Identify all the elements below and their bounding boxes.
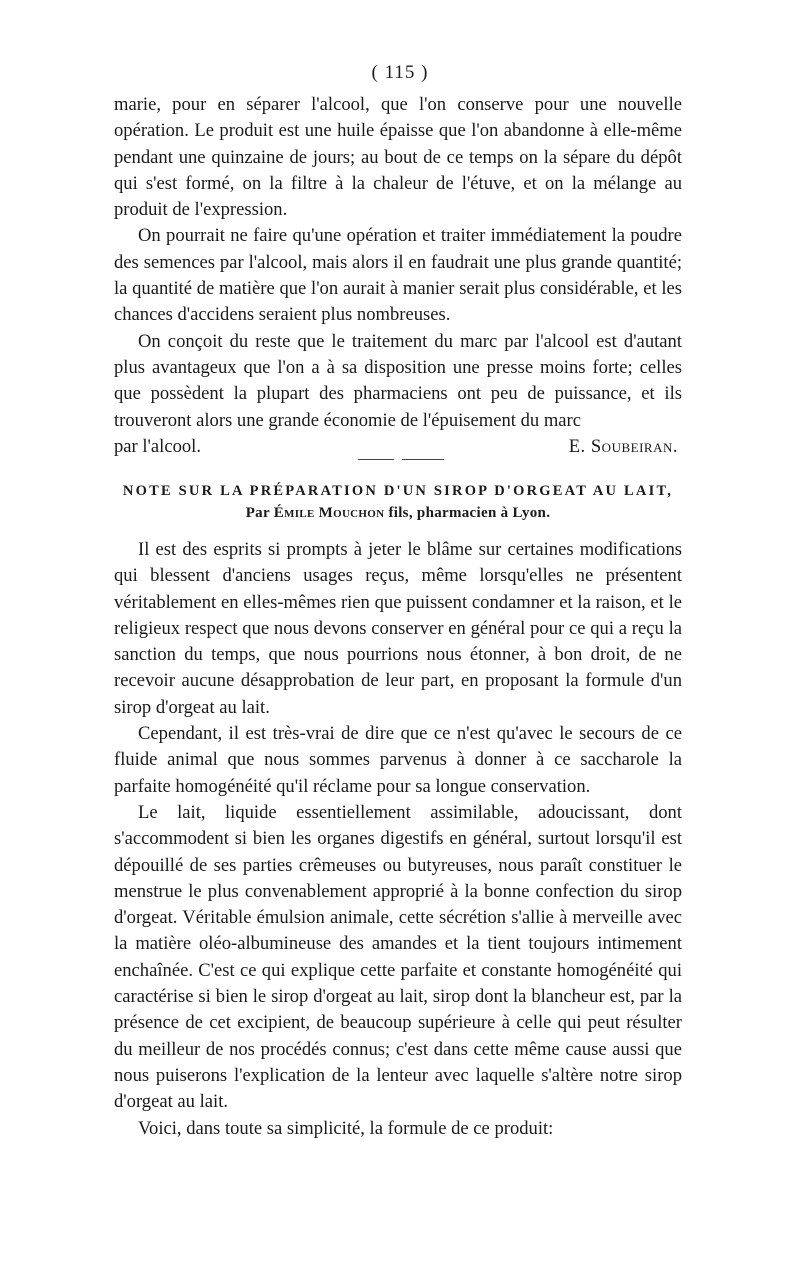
article-body [114,537,682,1142]
continuation-paragraph: marie, pour en séparer l'alcool, que l'on conserve pour une nouvelle opération. Le produit est une huile épaisse que l'on abandonne à elle-même pendant une quinzaine de jours; au bout de ce temps on la sépare du dépôt qui s'est formé, on la filtre à la chaleur de l'étuve, et on la mélange au produit de l'expression. [114,94,682,221]
page-number: ( 115 ) [371,62,429,83]
author-name: Émile Mouchon [273,505,385,521]
closing-text: par l'alcool. [114,435,201,457]
previous-article-end [114,92,682,460]
signature-line [114,434,682,460]
body-paragraph: Le lait, liquide essentiellement assimilable, adoucissant, dont s'accommodent si bien les organes digestifs en général, surtout lorsqu'il est dépouillé de ses parties crêmeuses ou butyreuses, nous paraît constituer le menstrue le plus convenablement approprié à la bonne confection du sirop d'orgeat. Véritable émulsion animale, cette sécrétion s'allie à merveille avec la matière oléo-albumineuse des amandes et la tient toujours intimement enchaînée. C'est ce qui explique cette parfaite et constante homogénéité qui caractérise si bien le sirop d'orgeat au lait, sirop dont la blancheur est, par la présence de cet excipient, de beaucoup supérieure à celle qui peut résulter du meilleur de nos procédés connus; c'est dans cette même cause aussi que nous puiserons l'explication de la lenteur avec laquelle s'altère notre sirop d'orgeat au lait. [114,801,682,1113]
body-paragraph: Voici, dans toute sa simplicité, la formule de ce produit: [138,1117,554,1139]
author-signature: E. Soubeiran. [568,435,678,457]
byline-suffix: fils, pharmacien à Lyon. [388,505,551,521]
body-paragraph: On conçoit du reste que le traitement du marc par l'alcool est d'autant plus avantageux que l'on a à sa disposition une presse moins forte; celles que possèdent la plupart des pharmaciens ont peu de puissance, et ils trouveront alors une grande économie de l'épuisement du marc [114,330,682,431]
article-title: NOTE SUR LA PRÉPARATION D'UN SIROP D'ORGEAT AU LAIT, [122,483,674,499]
body-paragraph: On pourrait ne faire qu'une opération et traiter immédiatement la poudre des semences par l'alcool, mais alors il en faudrait une plus grande quantité; la quantité de matière que l'on aurait à manier serait plus considérable, et les chances d'accidens seraient plus nombreuses. [114,225,682,326]
article-heading [114,480,682,524]
byline-prefix: Par [245,505,270,521]
article-byline [114,502,682,524]
body-paragraph: Il est des esprits si prompts à jeter le blâme sur certaines modifications qui blessent d'anciens usages reçus, même lorsqu'elles ne présentent véritablement en elles-mêmes rien que puissent condamner et la raison, et le religieux respect que nous devons conserver en général pour ce qui a reçu la sanction du temps, que nous pourrions nous étonner, à bon droit, de ne recevoir aucune désapprobation de leur part, en proposant la formule d'un sirop d'orgeat au lait. [114,539,682,718]
body-paragraph: Cependant, il est très-vrai de dire que ce n'est qu'avec le secours de ce fluide animal que nous sommes parvenus à donner à ce saccharole la parfaite homogénéité qu'il réclame pour sa longue conservation. [114,723,682,797]
